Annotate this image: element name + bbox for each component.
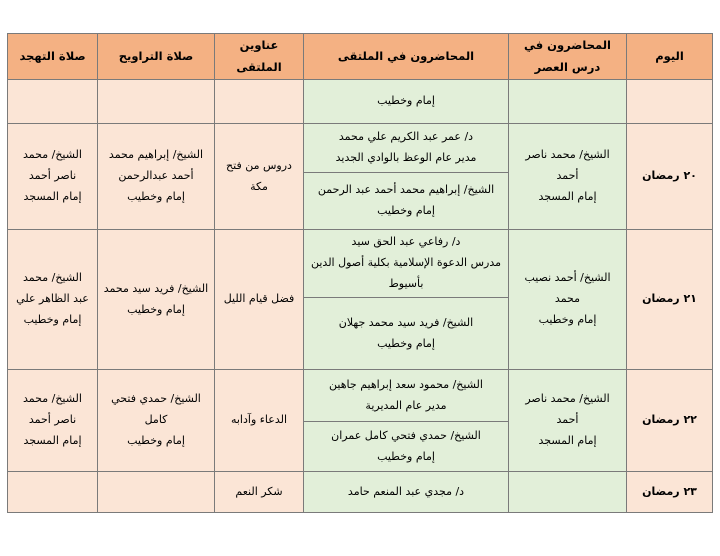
title-cell <box>215 80 304 124</box>
table-row <box>8 230 713 298</box>
title-cell <box>215 370 304 472</box>
tahajjud-line: ناصر أحمد <box>28 413 77 427</box>
taraweeh-line: إمام وخطيب <box>127 302 185 316</box>
taraweeh-cell <box>98 80 215 124</box>
taraweeh-line: إمام وخطيب <box>127 433 185 447</box>
title-cell: شكر النعم <box>215 472 304 513</box>
tahajjud-line: إمام المسجد <box>23 189 82 203</box>
forum-cell <box>304 80 509 124</box>
header-taraweeh: صلاة التراويح <box>98 34 215 80</box>
ramadan-schedule-table <box>7 33 713 513</box>
taraweeh-line: الشيخ/ فريد سيد محمد <box>103 281 209 295</box>
asr-line: الشيخ/ محمد ناصر أحمد <box>525 392 610 427</box>
forum-line: إمام وخطيب <box>377 336 435 350</box>
asr-line: الشيخ/ محمد ناصر أحمد <box>525 148 610 183</box>
asr-cell <box>509 124 627 230</box>
day-cell: ٢٢ رمضان <box>627 370 713 472</box>
forum-cell <box>304 422 509 472</box>
forum-line: الشيخ/ حمدي فتحي كامل عمران <box>331 428 481 442</box>
title-line: دروس من فتح <box>226 158 292 172</box>
asr-cell <box>509 80 627 124</box>
forum-cell <box>304 370 509 422</box>
forum-cell <box>304 230 509 298</box>
tahajjud-line: الشيخ/ محمد <box>23 148 82 162</box>
forum-line: مدير عام الوعظ بالوادي الجديد <box>335 151 477 164</box>
tahajjud-line: الشيخ/ محمد <box>23 271 82 285</box>
tahajjud-cell <box>8 80 98 124</box>
forum-line: إمام وخطيب <box>377 204 435 217</box>
forum-cell <box>304 298 509 370</box>
taraweeh-line: كامل <box>144 413 168 427</box>
day-cell <box>627 80 713 124</box>
taraweeh-cell <box>98 472 215 513</box>
header-tahajjud: صلاة التهجد <box>8 34 98 80</box>
table-row <box>8 80 713 124</box>
tahajjud-cell <box>8 230 98 370</box>
tahajjud-line: إمام وخطيب <box>23 312 82 326</box>
title-cell <box>215 230 304 370</box>
asr-line: إمام المسجد <box>538 433 597 447</box>
header-row <box>8 34 713 80</box>
title-cell <box>215 124 304 230</box>
taraweeh-line: الشيخ/ إبراهيم محمد <box>108 148 204 162</box>
forum-cell <box>304 173 509 230</box>
table-row <box>8 472 713 513</box>
forum-line: مدرس الدعوة الإسلامية بكلية أصول الدين <box>311 256 501 270</box>
header-forum-titles: عناوين الملتقى <box>215 34 304 80</box>
forum-line: الشيخ/ فريد سيد محمد جهلان <box>338 315 474 329</box>
taraweeh-line: إمام وخطيب <box>127 189 185 203</box>
header-forum-lecturers: المحاضرون في الملتقى <box>304 34 509 80</box>
forum-line: الشيخ/ محمود سعد إبراهيم جاهين <box>329 377 483 391</box>
tahajjud-cell <box>8 370 98 472</box>
forum-line: د/ عمر عبد الكريم علي محمد <box>338 130 474 144</box>
title-line: فضل قيام الليل <box>223 292 295 306</box>
forum-cell: د/ مجدي عبد المنعم حامد <box>304 472 509 513</box>
asr-cell <box>509 230 627 370</box>
forum-line: إمام وخطيب <box>377 449 435 463</box>
forum-line: إمام وخطيب <box>377 94 435 108</box>
day-cell: ٢٠ رمضان <box>627 124 713 230</box>
forum-cell <box>304 124 509 173</box>
tahajjud-line: الشيخ/ محمد <box>23 392 82 406</box>
asr-line: إمام وخطيب <box>538 312 597 326</box>
title-line: الدعاء وآدابه <box>230 413 288 427</box>
asr-line: الشيخ/ أحمد نصيب <box>524 271 611 285</box>
tahajjud-cell <box>8 124 98 230</box>
tahajjud-line: إمام المسجد <box>23 433 82 447</box>
forum-line: مدير عام المديرية <box>365 398 447 412</box>
forum-line: بأسيوط <box>388 276 424 290</box>
asr-line: إمام المسجد <box>538 189 597 203</box>
taraweeh-line: الشيخ/ حمدي فتحي <box>111 392 201 406</box>
tahajjud-line: ناصر أحمد <box>28 169 77 183</box>
header-day: اليوم <box>627 34 713 80</box>
asr-line: محمد <box>554 292 581 306</box>
taraweeh-cell <box>98 124 215 230</box>
forum-line: الشيخ/ إبراهيم محمد أحمد عبد الرحمن <box>317 183 495 197</box>
taraweeh-line: أحمد عبدالرحمن <box>118 169 194 183</box>
table-row <box>8 124 713 173</box>
tahajjud-line: عبد الظاهر علي <box>16 292 89 306</box>
tahajjud-cell <box>8 472 98 513</box>
asr-cell <box>509 370 627 472</box>
title-line: مكة <box>250 179 268 193</box>
forum-line: د/ رفاعي عبد الحق سيد <box>351 235 461 249</box>
day-cell: ٢١ رمضان <box>627 230 713 370</box>
day-cell: ٢٣ رمضان <box>627 472 713 513</box>
asr-cell <box>509 472 627 513</box>
header-asr-lecturers: المحاضرون في درس العصر <box>509 34 627 80</box>
taraweeh-cell <box>98 370 215 472</box>
taraweeh-cell <box>98 230 215 370</box>
table-row <box>8 370 713 422</box>
